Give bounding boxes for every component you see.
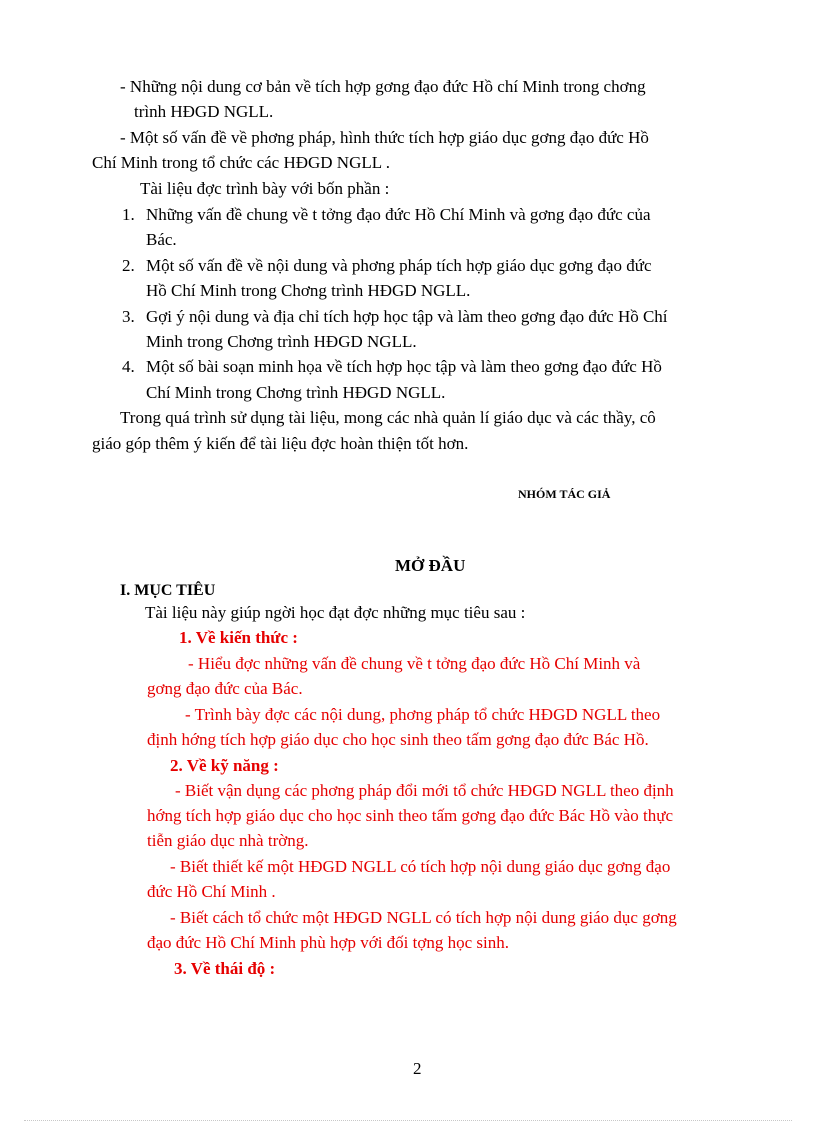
skills-item-3-line-1: - Biết cách tổ chức một HĐGD NGLL có tích hợp nội dung giáo dục gơng (170, 908, 677, 927)
skills-item-1-line-1: - Biết vận dụng các phơng pháp đổi mới tổ chức HĐGD NGLL theo định (175, 781, 674, 800)
objectives-heading: I. MỤC TIÊU (120, 582, 216, 599)
structure-intro: Tài liệu đợc trình bày với bốn phần : (140, 179, 390, 198)
part-3-line-2: Minh trong Chơng trình HĐGD NGLL. (146, 332, 417, 351)
part-4-line-2: Chí Minh trong Chơng trình HĐGD NGLL. (146, 383, 446, 402)
skills-item-2-line-2: đức Hồ Chí Minh . (147, 882, 276, 901)
part-2-line-1: Một số vấn đề về nội dung và phơng pháp tích hợp giáo dục gơng đạo đức (146, 256, 652, 275)
knowledge-item-2-line-1: - Trình bày đợc các nội dung, phơng pháp tổ chức HĐGD NGLL theo (185, 705, 661, 724)
intro-bullet-1-line-2: trình HĐGD NGLL. (134, 102, 274, 121)
skills-item-1-line-2: hớng tích hợp giáo dục cho học sinh theo tấm gơng đạo đức Bác Hồ vào thực (147, 806, 674, 825)
intro-bullet-1-line-1: - Những nội dung cơ bản về tích hợp gơng đạo đức Hồ chí Minh trong chơng (120, 77, 646, 96)
part-1-line-1: Những vấn đề chung về t tởng đạo đức Hồ Chí Minh và gơng đạo đức của (146, 205, 651, 224)
part-1-line-2: Bác. (146, 230, 177, 249)
skills-item-2-line-1: - Biết thiết kế một HĐGD NGLL có tích hợp nội dung giáo dục gơng đạo (170, 857, 671, 876)
attitude-heading: 3. Về thái độ : (174, 959, 276, 978)
part-4-number: 4. (122, 357, 135, 376)
knowledge-item-2-line-2: định hớng tích hợp giáo dục cho học sinh theo tấm gơng đạo đức Bác Hồ. (147, 730, 649, 749)
closing-line-2: giáo góp thêm ý kiến để tài liệu đợc hoàn thiện tốt hơn. (92, 434, 469, 453)
skills-item-1-line-3: tiễn giáo dục nhà trờng. (147, 831, 309, 850)
part-3-number: 3. (122, 307, 135, 326)
part-2-line-2: Hồ Chí Minh trong Chơng trình HĐGD NGLL. (146, 281, 471, 300)
intro-bullet-2-line-2: Chí Minh trong tổ chức các HĐGD NGLL . (92, 153, 390, 172)
skills-heading: 2. Về kỹ năng : (170, 756, 279, 775)
part-1-number: 1. (122, 205, 135, 224)
knowledge-heading: 1. Về kiến thức : (179, 628, 298, 647)
intro-bullet-2-line-1: - Một số vấn đề về phơng pháp, hình thức tích hợp giáo dục gơng đạo đức Hồ (120, 128, 649, 147)
knowledge-item-1-line-2: gơng đạo đức của Bác. (147, 679, 303, 698)
closing-line-1: Trong quá trình sử dụng tài liệu, mong các nhà quản lí giáo dục và các thầy, cô (120, 408, 656, 427)
page-number: 2 (413, 1059, 422, 1078)
skills-item-3-line-2: đạo đức Hồ Chí Minh phù hợp với đối tợng học sinh. (147, 933, 510, 952)
part-3-line-1: Gợi ý nội dung và địa chỉ tích hợp học tập và làm theo gơng đạo đức Hồ Chí (146, 307, 668, 326)
part-2-number: 2. (122, 256, 135, 275)
author-signature: NHÓM TÁC GIẢ (518, 487, 611, 501)
knowledge-item-1-line-1: - Hiểu đợc những vấn đề chung về t tởng đạo đức Hồ Chí Minh và (188, 654, 641, 673)
page-bottom-divider (24, 1120, 792, 1121)
section-title: MỞ ĐẦU (395, 556, 466, 575)
objectives-lead: Tài liệu này giúp ngời học đạt đợc những mục tiêu sau : (145, 603, 526, 622)
part-4-line-1: Một số bài soạn minh họa về tích hợp học tập và làm theo gơng đạo đức Hồ (146, 357, 662, 376)
